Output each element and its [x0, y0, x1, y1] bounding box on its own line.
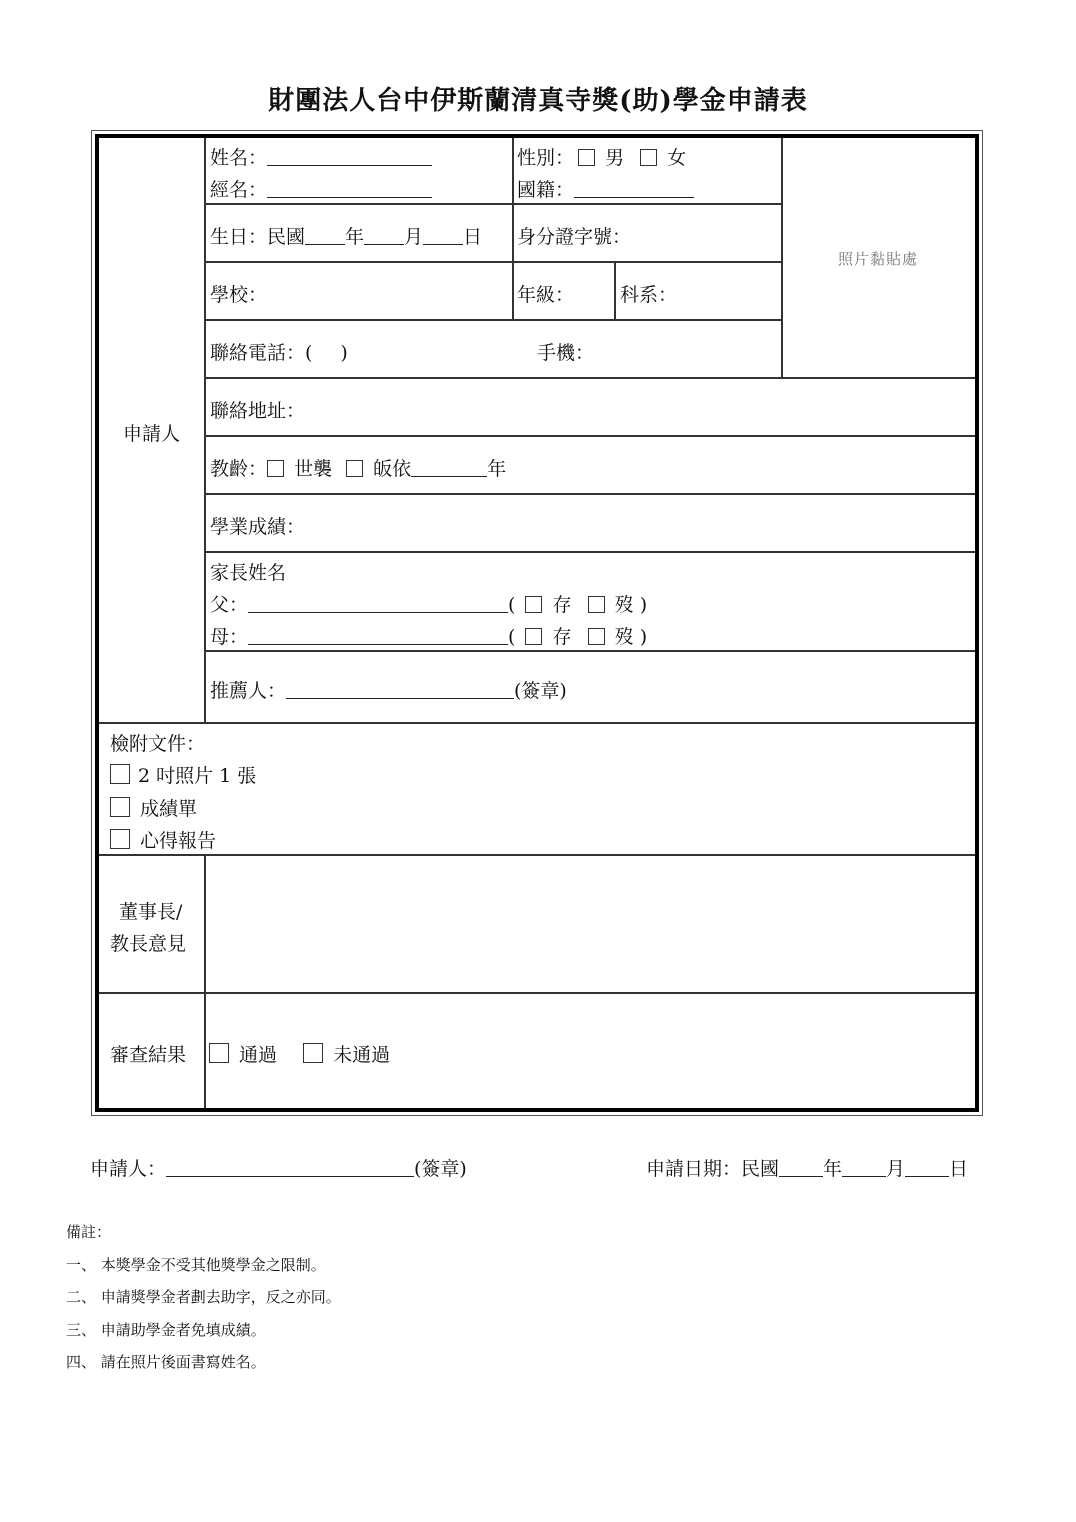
footer-seal: (簽章): [414, 1158, 467, 1180]
opinion-label-line2: 教長意見: [110, 933, 187, 955]
recommender-label: 推薦人：: [210, 680, 287, 702]
opinion-label-line1: 董事長/: [119, 901, 183, 923]
opinion-input-area[interactable]: [206, 856, 975, 992]
nationality-field[interactable]: [517, 175, 694, 202]
birthday-field[interactable]: [210, 222, 482, 249]
mother-name-line[interactable]: [248, 626, 508, 645]
paren-close: ): [639, 626, 648, 648]
date-day-line[interactable]: [905, 1158, 949, 1177]
birthday-label: 生日：民國: [210, 226, 306, 248]
divider: [205, 203, 782, 205]
note-item: 二、 申請獎學金者劃去助字，反之亦同。: [66, 1288, 341, 1306]
id-number-field[interactable]: 身分證字號：: [517, 226, 632, 248]
phone-close-paren: ): [340, 342, 348, 364]
attachment-transcript-label: 成績單: [140, 798, 198, 820]
parents-label: 家長姓名: [210, 562, 287, 584]
attachment-report-label: 心得報告: [140, 830, 217, 852]
attachment-item: [110, 794, 197, 821]
attachment-report-checkbox[interactable]: [110, 829, 130, 849]
attachment-item: [110, 761, 256, 788]
father-field: [210, 590, 647, 617]
divider: [99, 992, 975, 994]
nationality-label: 國籍：: [517, 179, 575, 201]
date-year-line[interactable]: [779, 1158, 823, 1177]
divider: [781, 138, 783, 378]
attachment-item: [110, 826, 216, 853]
divider: [205, 551, 975, 553]
gender-female-checkbox[interactable]: [640, 149, 657, 166]
date-label: 申請日期：民國: [646, 1158, 780, 1180]
footer-applicant-label: 申請人：: [90, 1158, 167, 1180]
gender-male-checkbox[interactable]: [578, 149, 595, 166]
phone-field[interactable]: [210, 338, 348, 365]
divider: [205, 650, 975, 652]
applicant-section-label: 申請人: [123, 423, 181, 445]
address-field[interactable]: 聯絡地址：: [210, 400, 306, 422]
mother-field: [210, 622, 647, 649]
grade-field[interactable]: 年級：: [517, 284, 575, 306]
mother-deceased-checkbox[interactable]: [588, 628, 605, 645]
converted-years-line[interactable]: [411, 458, 487, 477]
scripture-name-field[interactable]: [210, 175, 432, 202]
converted-checkbox[interactable]: [346, 460, 363, 477]
scripture-name-label: 經名：: [210, 179, 268, 201]
father-deceased-checkbox[interactable]: [588, 596, 605, 613]
date-month-line[interactable]: [842, 1158, 886, 1177]
father-deceased-label: 歿: [614, 594, 634, 616]
birth-day-line[interactable]: [423, 226, 463, 245]
school-field[interactable]: 學校：: [210, 284, 268, 306]
converted-label: 皈依: [373, 458, 412, 480]
divider: [204, 138, 206, 723]
attachment-photo-label: 2 吋照片 1 張: [138, 765, 257, 787]
recommender-field: [210, 676, 567, 703]
department-field[interactable]: 科系：: [620, 284, 678, 306]
birth-month-line[interactable]: [364, 226, 404, 245]
mobile-field[interactable]: 手機：: [537, 342, 595, 364]
review-options: [209, 1040, 390, 1067]
day-label: 日: [463, 226, 483, 248]
attachment-photo-checkbox[interactable]: [110, 764, 130, 784]
divider: [99, 722, 975, 724]
recommender-signature-line[interactable]: [286, 680, 514, 699]
mother-label: 母：: [210, 626, 249, 648]
divider: [205, 319, 782, 321]
notes-heading: 備註：: [66, 1223, 112, 1241]
divider: [512, 138, 514, 320]
birth-year-line[interactable]: [305, 226, 345, 245]
name-label: 姓名：: [210, 147, 268, 169]
gender-female-label: 女: [667, 147, 687, 169]
divider: [205, 493, 975, 495]
month-label: 月: [404, 226, 424, 248]
review-fail-checkbox[interactable]: [303, 1043, 323, 1063]
divider: [205, 377, 975, 379]
scripture-name-input-line[interactable]: [267, 179, 432, 198]
paren-open: (: [508, 594, 516, 616]
hereditary-checkbox[interactable]: [267, 460, 284, 477]
divider: [205, 435, 975, 437]
applicant-signature-line[interactable]: [166, 1158, 414, 1177]
note-item: 三、 申請助學金者免填成績。: [66, 1321, 266, 1339]
academic-grades-field[interactable]: 學業成績：: [210, 516, 306, 538]
year-label: 年: [345, 226, 365, 248]
name-field[interactable]: [210, 143, 432, 170]
mother-deceased-label: 歿: [614, 626, 634, 648]
gender-male-label: 男: [605, 147, 625, 169]
recommender-seal: (簽章): [514, 680, 567, 702]
footer-applicant-field: [90, 1154, 467, 1181]
nationality-input-line[interactable]: [574, 179, 694, 198]
photo-placeholder[interactable]: 照片黏貼處: [838, 250, 919, 268]
paren-open: (: [508, 626, 516, 648]
date-day: 日: [949, 1158, 969, 1180]
phone-label: 聯絡電話：(: [210, 342, 313, 364]
review-pass-label: 通過: [239, 1044, 278, 1066]
gender-field: [517, 143, 686, 170]
faith-age-label: 教齡：: [210, 458, 268, 480]
page-title: 財團法人台中伊斯蘭清真寺獎(助)學金申請表: [268, 86, 808, 116]
review-pass-checkbox[interactable]: [209, 1043, 229, 1063]
name-input-line[interactable]: [267, 147, 432, 166]
faith-age-field: [210, 454, 506, 481]
note-item: 四、 請在照片後面書寫姓名。: [66, 1353, 266, 1371]
faith-year-label: 年: [487, 458, 507, 480]
review-label: 審查結果: [110, 1044, 187, 1066]
review-fail-label: 未通過: [333, 1044, 391, 1066]
paren-close: ): [639, 594, 648, 616]
mother-alive-label: 存: [552, 626, 572, 648]
divider: [205, 261, 782, 263]
mother-alive-checkbox[interactable]: [525, 628, 542, 645]
note-item: 一、 本獎學金不受其他獎學金之限制。: [66, 1256, 326, 1274]
father-label: 父：: [210, 594, 249, 616]
father-name-line[interactable]: [248, 594, 508, 613]
date-year: 年: [823, 1158, 843, 1180]
attachment-transcript-checkbox[interactable]: [110, 797, 130, 817]
gender-label: 性別：: [517, 147, 575, 169]
father-alive-checkbox[interactable]: [525, 596, 542, 613]
date-month: 月: [886, 1158, 906, 1180]
father-alive-label: 存: [552, 594, 572, 616]
hereditary-label: 世襲: [294, 458, 333, 480]
attachments-label: 檢附文件：: [110, 733, 206, 755]
divider: [614, 262, 616, 320]
footer-date-field: [646, 1154, 968, 1181]
